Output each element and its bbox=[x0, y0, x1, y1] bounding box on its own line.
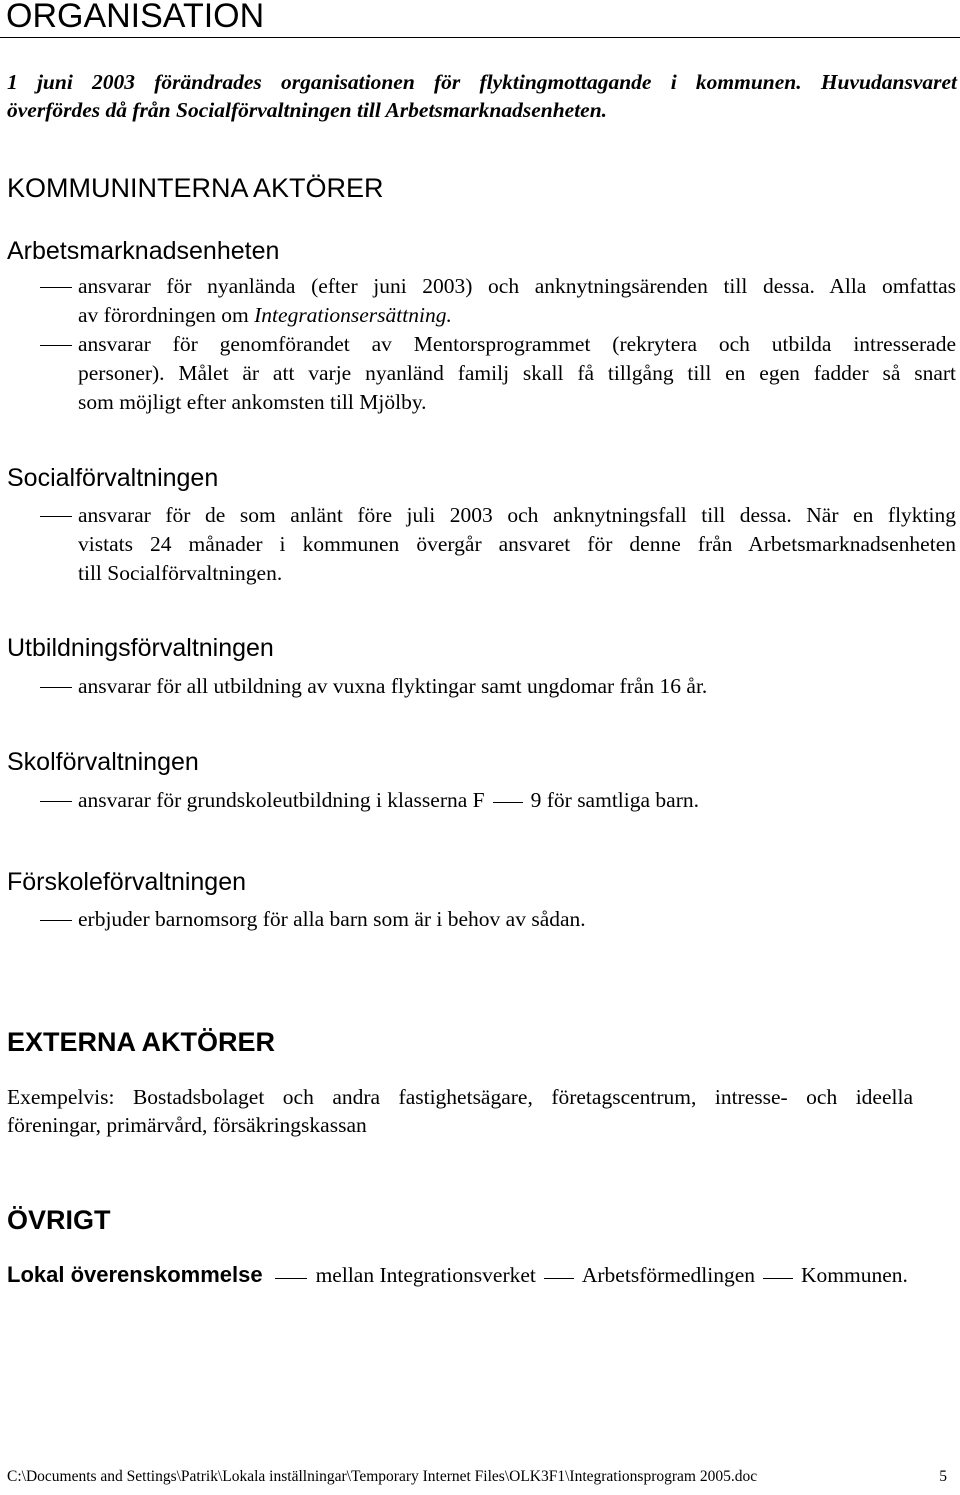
item-line: som möjligt efter ankomsten till Mjölby. bbox=[78, 390, 427, 414]
utbildning-heading: Utbildningsförvaltningen bbox=[7, 634, 274, 662]
page-footer bbox=[7, 1467, 947, 1487]
separator-dash bbox=[275, 1278, 307, 1279]
internal-heading: KOMMUNINTERNA AKTÖRER bbox=[7, 173, 384, 203]
social-heading: Socialförvaltningen bbox=[7, 464, 219, 492]
page-title: ORGANISATION bbox=[6, 0, 265, 35]
item-line: till Socialförvaltningen. bbox=[78, 561, 283, 585]
dash-bullet bbox=[40, 345, 72, 346]
list-item bbox=[0, 501, 960, 585]
dash-bullet bbox=[40, 801, 72, 802]
intro-paragraph bbox=[7, 68, 957, 124]
item-line: ansvarar för genomförandet av Mentorsprogrammet (rekrytera och utbilda intresserade bbox=[78, 332, 956, 356]
agreement-line bbox=[7, 1260, 908, 1290]
list-item bbox=[0, 272, 960, 327]
item-line: ansvarar för de som anlänt före juli 2003 och anknytningsfall till dessa. När en flykting bbox=[78, 503, 956, 527]
paragraph-line: föreningar, primärvård, försäkringskassan bbox=[7, 1113, 367, 1137]
list-item bbox=[0, 786, 960, 815]
dash-bullet bbox=[40, 687, 72, 688]
paragraph-line: Exempelvis: Bostadsbolaget och andra fastighetsägare, företagscentrum, intresse- och ideella bbox=[7, 1085, 913, 1109]
separator-dash bbox=[544, 1278, 574, 1279]
dash-bullet bbox=[40, 920, 72, 921]
footer-file-path: C:\Documents and Settings\Patrik\Lokala inställningar\Temporary Internet Files\OLK3F1\Integrationsprogram 2005.doc bbox=[7, 1468, 758, 1485]
intro-line-1: 1 juni 2003 förändrades organisationen för flyktingmottagande i kommunen. Huvudansvaret bbox=[7, 70, 957, 94]
agreement-label: Lokal överenskommelse bbox=[7, 1262, 263, 1287]
intro-line-2: överfördes då från Socialförvaltningen till Arbetsmarknadsenheten. bbox=[7, 98, 608, 122]
range-dash bbox=[493, 802, 523, 803]
skol-heading: Skolförvaltningen bbox=[7, 748, 199, 776]
other-heading: ÖVRIGT bbox=[7, 1205, 111, 1235]
external-heading: EXTERNA AKTÖRER bbox=[7, 1027, 276, 1057]
item-line: ansvarar för grundskoleutbildning i klasserna F 9 för samtliga barn. bbox=[78, 788, 699, 812]
page-number: 5 bbox=[939, 1468, 947, 1485]
list-item bbox=[0, 672, 960, 701]
list-item bbox=[0, 905, 960, 934]
title-rule bbox=[0, 37, 960, 38]
item-line: vistats 24 månader i kommunen övergår ansvaret för denne från Arbetsmarknadsenheten bbox=[78, 532, 956, 556]
dash-bullet bbox=[40, 516, 72, 517]
forskole-heading: Förskoleförvaltningen bbox=[7, 868, 247, 896]
dash-bullet bbox=[40, 287, 72, 288]
arbetsmarknad-heading: Arbetsmarknadsenheten bbox=[7, 237, 280, 265]
agreement-part-1: mellan Integrationsverket bbox=[315, 1263, 536, 1287]
item-line: ansvarar för all utbildning av vuxna flyktingar samt ungdomar från 16 år. bbox=[78, 674, 708, 698]
agreement-part-3: Kommunen. bbox=[801, 1263, 908, 1287]
item-line: personer). Målet är att varje nyanländ familj skall få tillgång till en egen fadder så snart bbox=[78, 361, 956, 385]
item-line: ansvarar för nyanlända (efter juni 2003) och anknytningsärenden till dessa. Alla omfattas bbox=[78, 274, 956, 298]
list-item bbox=[0, 330, 960, 414]
agreement-part-2: Arbetsförmedlingen bbox=[581, 1263, 756, 1287]
external-paragraph bbox=[7, 1083, 913, 1139]
separator-dash bbox=[763, 1278, 793, 1279]
item-line: av förordningen om Integrationsersättning. bbox=[78, 303, 452, 327]
italic-term: Integrationsersättning. bbox=[254, 303, 452, 327]
item-line: erbjuder barnomsorg för alla barn som är i behov av sådan. bbox=[78, 907, 586, 931]
